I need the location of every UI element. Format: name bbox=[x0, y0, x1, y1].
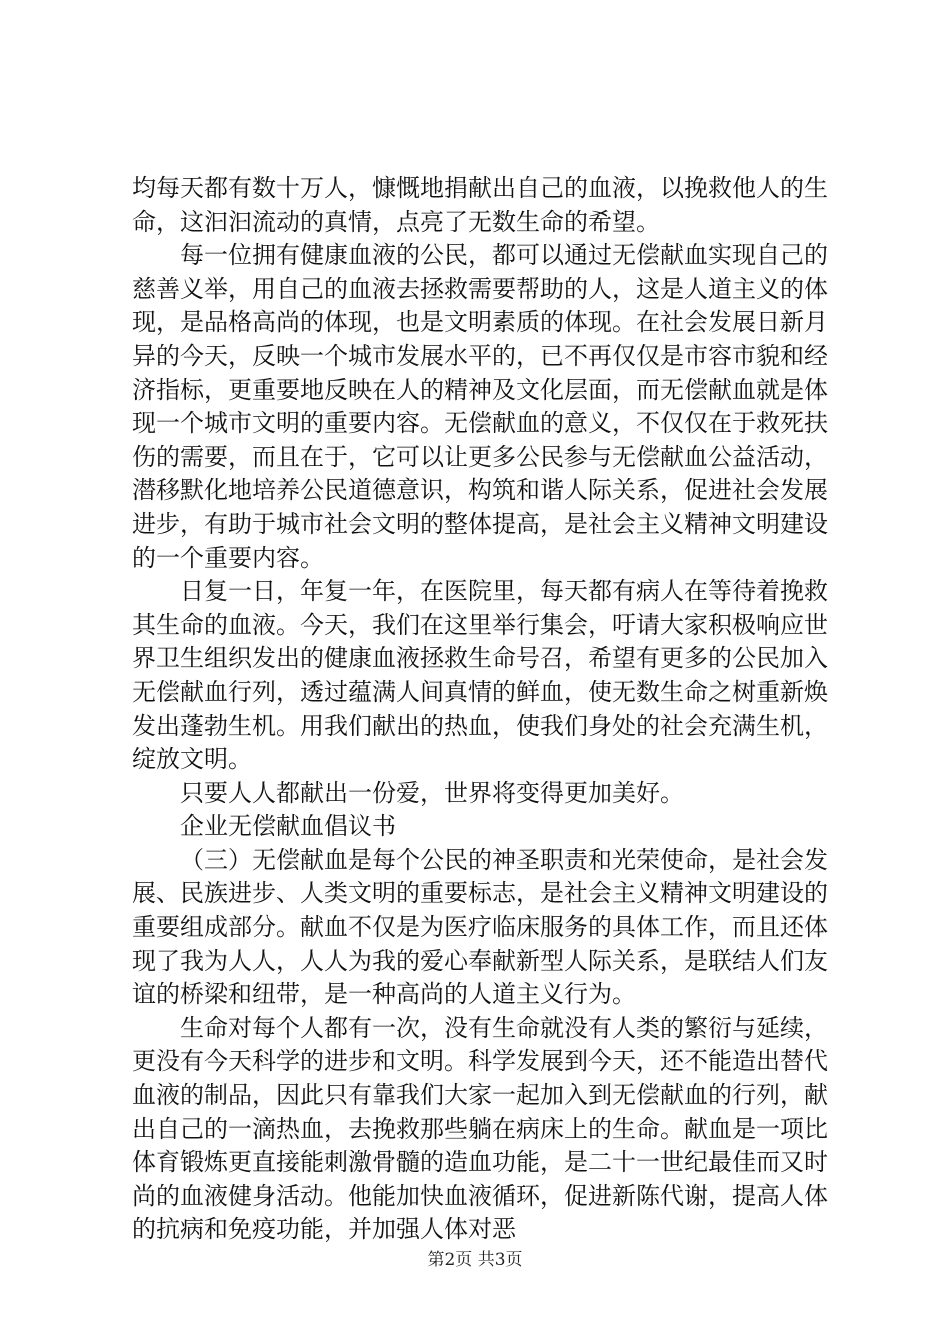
paragraph-life-value: 生命对每个人都有一次，没有生命就没有人类的繁衍与延续，更没有今天科学的进步和文明。科学发展到今天，还不能造出替代血液的制品，因此只有靠我们大家一起加入到无偿献血的行列，献出自己的一滴热血，去挽救那些躺在病床上的生命。献血是一项比体育锻炼更直接能刺激骨髓的造血功能，是二十一世纪最佳而又时尚的血液健身活动。他能加快血液循环，促进新陈代谢，提高人体的抗病和免疫功能，并加强人体对恶 bbox=[132, 1013, 828, 1244]
paragraph-continuation: 均每天都有数十万人，慷慨地捐献出自己的血液，以挽救他人的生命，这汩汩流动的真情，点亮了无数生命的希望。 bbox=[132, 174, 828, 236]
paragraph-appeal: 日复一日，年复一年，在医院里，每天都有病人在等待着挽救其生命的血液。今天，我们在这里举行集会，吁请大家积极响应世界卫生组织发出的健康血液拯救生命号召，希望有更多的公民加入无偿献血行列，透过蕴满人间真情的鲜血，使无数生命之树重新焕发出蓬勃生机。用我们献出的热血，使我们身处的社会充满生机，绽放文明。 bbox=[132, 577, 828, 774]
document-body bbox=[132, 172, 828, 1247]
paragraph-slogan: 只要人人都献出一份爱，世界将变得更加美好。 bbox=[180, 778, 684, 807]
paragraph-civic-duty: 每一位拥有健康血液的公民，都可以通过无偿献血实现自己的慈善义举，用自己的血液去拯救需要帮助的人，这是人道主义的体现，是品格高尚的体现，也是文明素质的体现。在社会发展日新月异的今天，反映一个城市发展水平的，已不再仅仅是市容市貌和经济指标，更重要地反映在人的精神及文化层面，而无偿献血就是体现一个城市文明的重要内容。无偿献血的意义，不仅仅在于救死扶伤的需要，而且在于，它可以让更多公民参与无偿献血公益活动，潜移默化地培养公民道德意识，构筑和谐人际关系，促进社会发展进步，有助于城市社会文明的整体提高，是社会主义精神文明建设的一个重要内容。 bbox=[132, 241, 828, 572]
section-heading: 企业无偿献血倡议书 bbox=[180, 812, 396, 841]
page-number-footer: 第2页 共3页 bbox=[427, 1250, 523, 1270]
paragraph-section-three: （三）无偿献血是每个公民的神圣职责和光荣使命，是社会发展、民族进步、人类文明的重要标志，是社会主义精神文明建设的重要组成部分。献血不仅是为医疗临床服务的具体工作，而且还体现了我为人人，人人为我的爱心奉献新型人际关系，是联结人们友谊的桥梁和纽带，是一种高尚的人道主义行为。 bbox=[132, 845, 828, 1009]
